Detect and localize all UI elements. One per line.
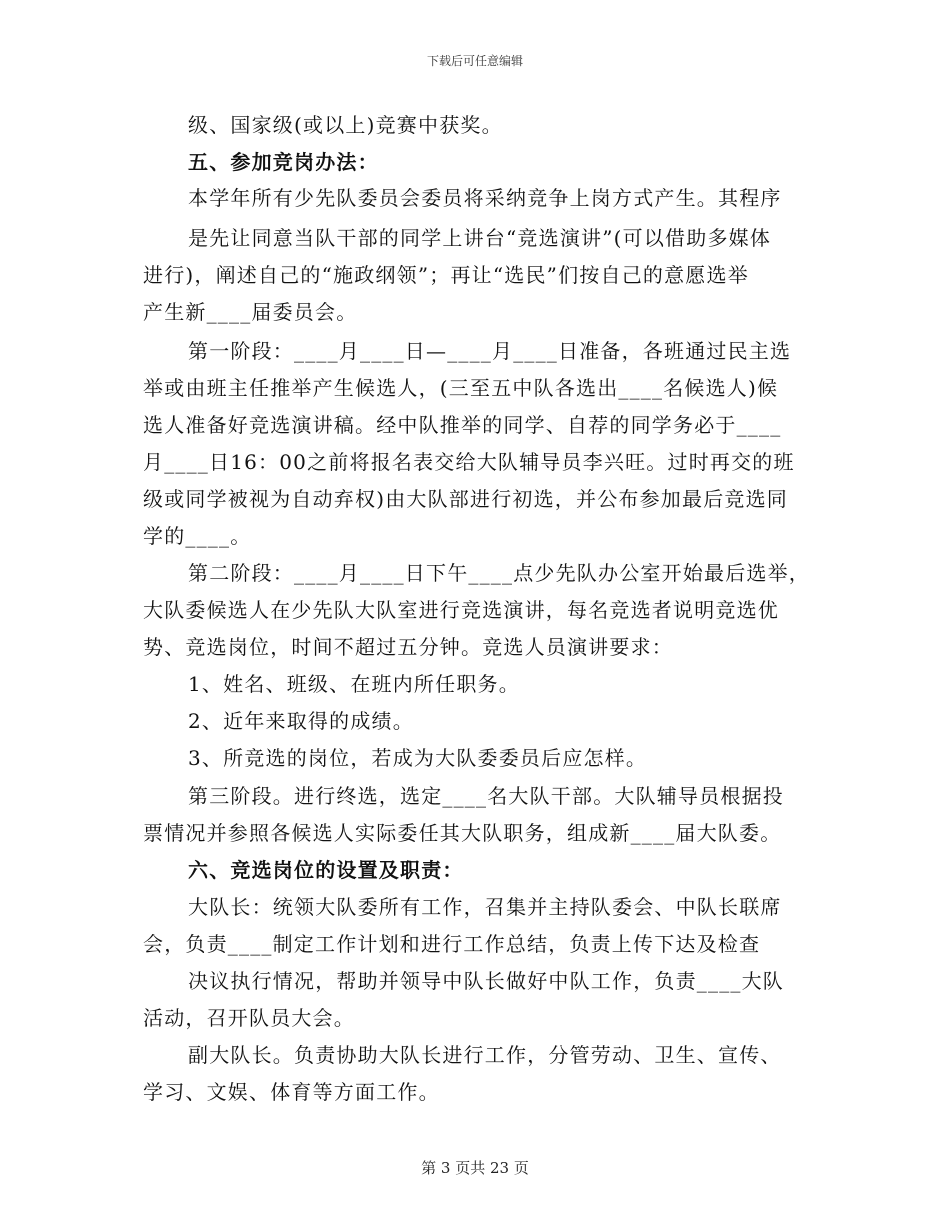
paragraph-line: 选人准备好竞选演讲稿。经中队推举的同学、自荐的同学务必于____ <box>143 413 782 437</box>
page-footer: 第 3 页共 23 页 <box>421 1159 529 1177</box>
paragraph-line: 大队长：统领大队委所有工作，召集并主持队委会、中队长联席 <box>188 895 782 919</box>
paragraph-line: 大队委候选人在少先队大队室进行竞选演讲，每名竞选者说明竞选优 <box>143 598 779 622</box>
paragraph-line: 票情况并参照各候选人实际委任其大队职务，组成新____届大队委。 <box>143 821 782 845</box>
paragraph-line: 学的____。 <box>143 524 252 548</box>
paragraph-line: 级或同学被视为自动弃权)由大队部进行初选，并公布参加最后竞选同 <box>143 487 789 511</box>
paragraph-line: 是先让同意当队干部的同学上讲台“竞选演讲”(可以借助多媒体 <box>188 226 772 250</box>
paragraph-line: 产生新____届委员会。 <box>143 300 358 324</box>
page-header: 下载后可任意编辑 <box>426 54 523 68</box>
text-line: 级、国家级(或以上)竞赛中获奖。 <box>188 113 503 137</box>
list-item: 3、所竞选的岗位，若成为大队委委员后应怎样。 <box>188 746 648 770</box>
paragraph-line: 会，负责____制定工作计划和进行工作总结，负责上传下达及检查 <box>143 932 761 956</box>
paragraph-line: 第一阶段：____月____日—____月____日准备，各班通过民主选 <box>188 339 792 363</box>
section-heading: 五、参加竞岗办法： <box>188 150 379 174</box>
paragraph-line: 学习、文娱、体育等方面工作。 <box>143 1080 440 1104</box>
paragraph-line: 决议执行情况，帮助并领导中队长做好中队工作，负责____大队 <box>188 969 784 993</box>
paragraph-line: 进行)，阐述自己的“施政纲领”；再让“选民”们按自己的意愿选举 <box>143 263 749 287</box>
list-item: 2、近年来取得的成绩。 <box>188 709 414 733</box>
paragraph-line: 势、竞选岗位，时间不超过五分钟。竞选人员演讲要求： <box>143 635 673 659</box>
paragraph-line: 第三阶段。进行终选，选定____名大队干部。大队辅导员根据投 <box>188 784 784 808</box>
paragraph-line: 本学年所有少先队委员会委员将采纳竞争上岗方式产生。其程序 <box>188 186 782 210</box>
paragraph-line: 举或由班主任推举产生候选人，(三至五中队各选出____名候选人)候 <box>143 376 779 400</box>
paragraph-line: 第二阶段：____月____日下午____点少先队办公室开始最后选举， <box>188 561 810 585</box>
paragraph-line: 活动，召开队员大会。 <box>143 1006 355 1030</box>
paragraph-line: 副大队长。负责协助大队长进行工作，分管劳动、卫生、宣传、 <box>188 1043 782 1067</box>
section-heading: 六、竞选岗位的设置及职责： <box>188 858 464 882</box>
list-item: 1、姓名、班级、在班内所任职务。 <box>188 672 520 696</box>
paragraph-line: 月____日16：00之前将报名表交给大队辅导员李兴旺。过时再交的班 <box>143 450 795 474</box>
